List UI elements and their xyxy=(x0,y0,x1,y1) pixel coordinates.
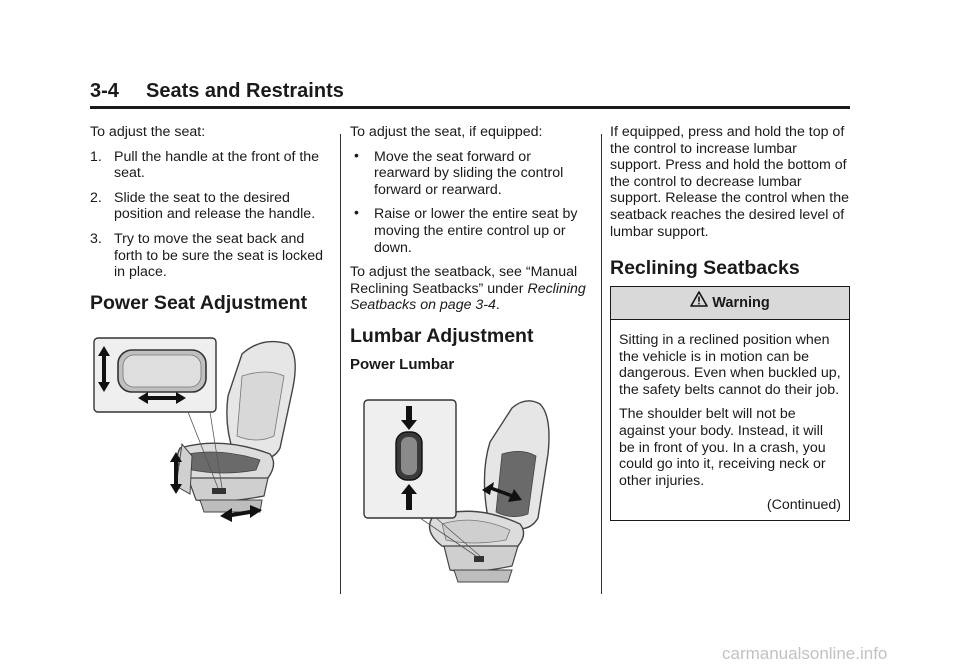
column-divider-left xyxy=(340,134,341,594)
step-item: 2. Slide the seat to the desired position and release the handle. xyxy=(90,189,316,223)
bullet-icon: • xyxy=(354,204,359,221)
list-item: • Move the seat forward or rearward by sliding the control forward or rearward. xyxy=(354,146,564,198)
seat-adjust-equipped-intro: To adjust the seat, if equipped: xyxy=(350,124,543,140)
seat-adjust-intro: To adjust the seat: xyxy=(90,124,206,140)
page-header xyxy=(90,80,850,109)
step-item: 1. Pull the handle at the front of the seat. xyxy=(90,148,320,182)
column-middle xyxy=(350,124,590,322)
seatback-reference: To adjust the seatback, see “Manual Reclining Seatbacks” under Reclining Seatbacks on page 3-4. xyxy=(350,264,586,314)
column-right xyxy=(610,124,852,248)
warning-body xyxy=(611,320,849,520)
list-item: • Raise or lower the entire seat by moving the entire control up or down. xyxy=(354,204,578,256)
column-divider-right xyxy=(601,134,602,594)
warning-header xyxy=(611,287,849,320)
cross-reference-link: Reclining Seatbacks on page 3-4 xyxy=(350,280,586,314)
lumbar-heading: Lumbar Adjustment xyxy=(350,325,534,347)
warning-title: Warning xyxy=(712,295,770,311)
warning-box xyxy=(610,286,850,521)
lumbar-instructions: If equipped, press and hold the top of the control to increase lumbar support. Press and hold the bottom of the control to decrease lumbar support. Release the control when the seatback reaches the desired level of lumbar support. xyxy=(610,124,849,240)
warning-icon xyxy=(690,287,708,319)
warning-paragraph: Sitting in a reclined position when the vehicle is in motion can be dangerous. Even when buckled up, the safety belts cannot do their job. xyxy=(619,332,841,398)
bullet-icon: • xyxy=(354,146,359,163)
reclining-heading: Reclining Seatbacks xyxy=(610,257,800,279)
page-number: 3-4 xyxy=(90,80,119,102)
warning-paragraph: The shoulder belt will not be against your body. Instead, it will be in front of you. In a crash, you could go into it, receiving neck or other injuries. xyxy=(619,406,826,489)
step-item: 3. Try to move the seat back and forth to be sure the seat is locked in place. xyxy=(90,230,323,281)
power-seat-illustration xyxy=(92,336,332,526)
power-lumbar-subheading: Power Lumbar xyxy=(350,356,455,373)
section-title: Seats and Restraints xyxy=(146,80,344,102)
power-lumbar-illustration xyxy=(362,394,578,586)
continued-label: (Continued) xyxy=(766,497,841,514)
watermark: carmanualsonline.info xyxy=(722,644,888,663)
column-left xyxy=(90,124,330,289)
power-seat-heading: Power Seat Adjustment xyxy=(90,292,308,314)
